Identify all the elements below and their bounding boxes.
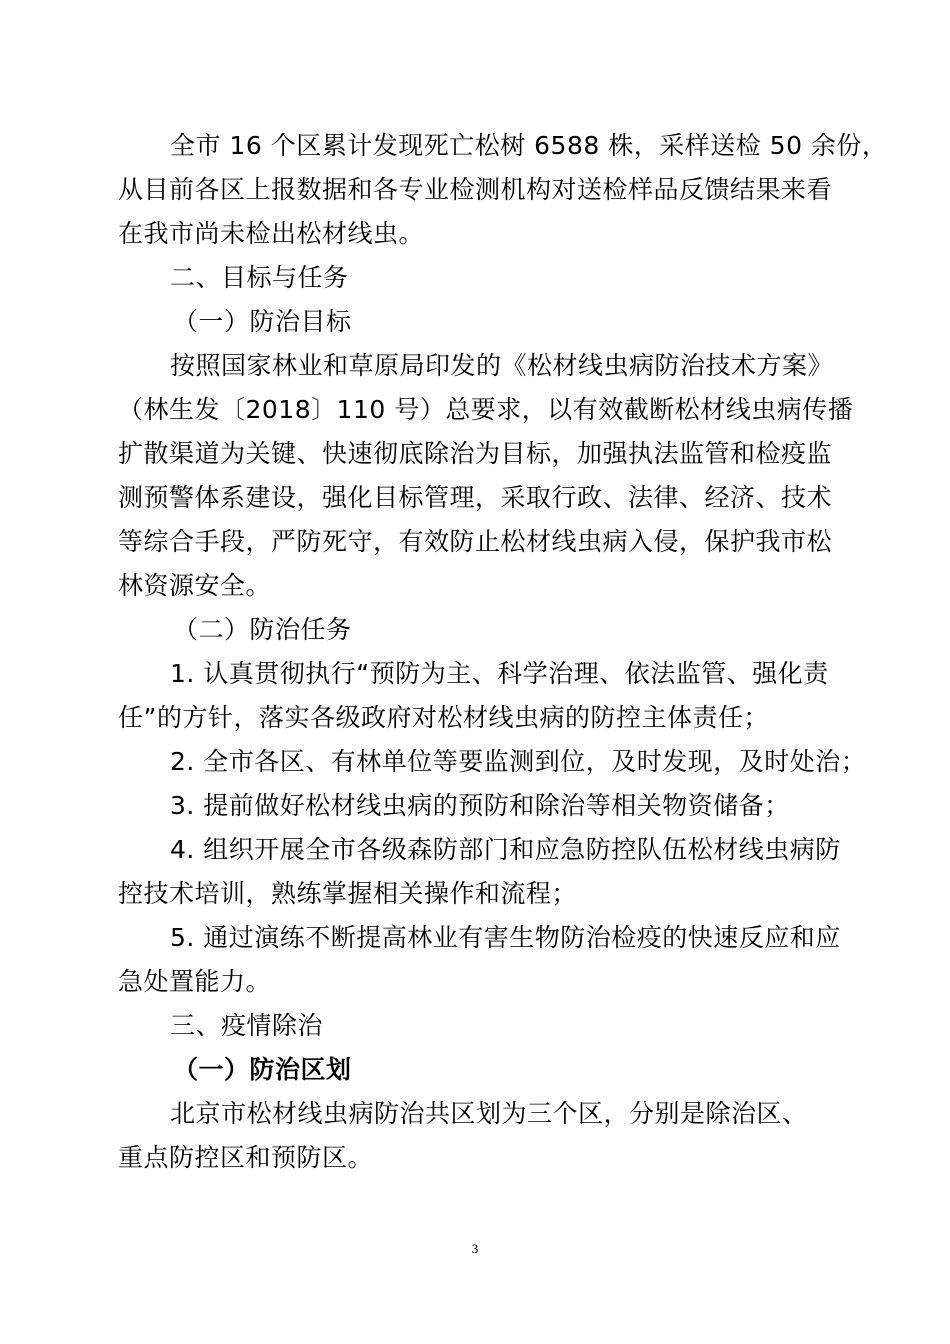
paragraph-line: 从目前各区上报数据和各专业检测机构对送检样品反馈结果来看 — [118, 175, 833, 204]
paragraph-line: （林生发〔2018〕110 号）总要求，以有效截断松材线虫病传播 — [118, 395, 854, 424]
list-item: 任”的方针，落实各级政府对松材线虫病的防控主体责任； — [118, 703, 769, 732]
list-item: 1. 认真贯彻执行“预防为主、科学治理、依法监管、强化责 — [170, 659, 829, 688]
list-item: 4. 组织开展全市各级森防部门和应急防控队伍松材线虫病防 — [170, 835, 841, 864]
list-item: 急处置能力。 — [118, 967, 272, 996]
page-number: 3 — [471, 1241, 479, 1256]
subsection-heading: （一）防治区划 — [173, 1055, 352, 1084]
paragraph-line: 测预警体系建设，强化目标管理，采取行政、法律、经济、技术 — [118, 483, 833, 512]
paragraph-line: 等综合手段，严防死守，有效防止松材线虫病入侵，保护我市松 — [118, 527, 833, 556]
paragraph-line: 北京市松材线虫病防治共区划为三个区，分别是除治区、 — [170, 1099, 808, 1128]
paragraph-line: 按照国家林业和草原局印发的《松材线虫病防治技术方案》 — [170, 351, 834, 380]
list-item: 控技术培训，熟练掌握相关操作和流程； — [118, 879, 578, 908]
paragraph-line: 重点防控区和预防区。 — [118, 1143, 374, 1172]
subsection-heading: （二）防治任务 — [173, 615, 352, 644]
subsection-heading: （一）防治目标 — [173, 307, 352, 336]
section-heading: 二、目标与任务 — [170, 263, 349, 292]
section-heading: 三、疫情除治 — [170, 1011, 324, 1040]
paragraph-line: 在我市尚未检出松材线虫。 — [118, 219, 425, 248]
paragraph-line: 全市 16 个区累计发现死亡松树 6588 株，采样送检 50 余份， — [170, 131, 888, 160]
paragraph-line: 林资源安全。 — [118, 571, 272, 600]
paragraph-line: 扩散渠道为关键、快速彻底除治为目标，加强执法监管和检疫监 — [118, 439, 833, 468]
list-item: 2. 全市各区、有林单位等要监测到位，及时发现，及时处治； — [170, 747, 867, 776]
list-item: 5. 通过演练不断提高林业有害生物防治检疫的快速反应和应 — [170, 923, 841, 952]
list-item: 3. 提前做好松材线虫病的预防和除治等相关物资储备； — [170, 791, 790, 820]
